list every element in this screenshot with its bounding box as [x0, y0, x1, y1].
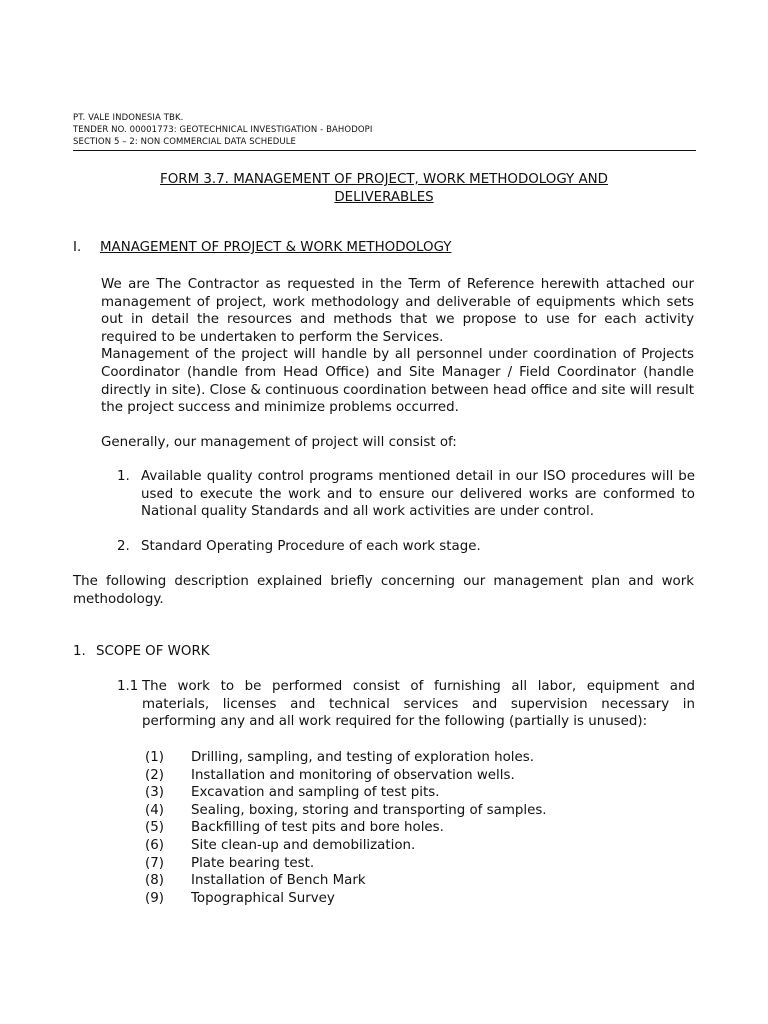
subitem-number: 1.1 [117, 679, 139, 694]
section-number: I. [73, 240, 82, 255]
form-title-line1: FORM 3.7. MANAGEMENT OF PROJECT, WORK METHODOLOGY AND [160, 172, 608, 187]
list-item-text: Site clean-up and demobilization. [191, 837, 416, 853]
intro-paragraph [101, 276, 694, 417]
list-item-number: (7) [145, 855, 164, 871]
list-item-number: (2) [145, 767, 164, 783]
list-item [145, 749, 665, 767]
list-item [145, 890, 665, 908]
header-tender: TENDER NO. 00001773: GEOTECHNICAL INVESTIGATION - BAHODOPI [73, 125, 373, 135]
paragraph-description: The following description explained briefly concerning our management plan and work methodology. [73, 574, 694, 607]
list-item-number: 2. [117, 538, 130, 554]
list-item-text: Excavation and sampling of test pits. [191, 785, 440, 801]
list-item-text: Standard Operating Procedure of each work stage. [141, 538, 481, 554]
list-item-number: (5) [145, 820, 164, 836]
list-item [145, 872, 665, 890]
paragraph-coordination: Management of the project will handle by all personnel under coordination of Projects Coordinator (handle from Head Office) and Site Manager / Field Coordinator (handle directly in site). Close & continuous coordination between head office and site will result the project success and minimize problems occurred. [101, 347, 694, 416]
management-list [117, 468, 695, 555]
scope-item-list [145, 749, 665, 907]
list-item-text: Plate bearing test. [191, 855, 315, 871]
paragraph-generally: Generally, our management of project will consist of: [101, 435, 457, 450]
list-item-number: (6) [145, 837, 164, 853]
section-heading [73, 239, 695, 257]
scope-heading [73, 643, 210, 661]
section-title: MANAGEMENT OF PROJECT & WORK METHODOLOGY [100, 240, 452, 255]
list-item-text: Sealing, boxing, storing and transporting of samples. [191, 802, 547, 818]
form-title [73, 171, 695, 207]
list-item [145, 802, 665, 820]
list-item [117, 538, 695, 556]
document-header [73, 112, 695, 148]
header-divider [73, 150, 696, 151]
list-item-text: Installation and monitoring of observation wells. [191, 767, 515, 783]
scope-number: 1. [73, 644, 86, 659]
list-item-text: Available quality control programs mentioned detail in our ISO procedures will be used to execute the work and to ensure our delivered works are conformed to National quality Standards and all work activities are under control. [141, 469, 695, 520]
paragraph-contractor: We are The Contractor as requested in the Term of Reference herewith attached our management of project, work methodology and deliverable of equipments which sets out in detail the resources and methods that we propose to use for each activity required to be undertaken to perform the Services. [101, 277, 694, 345]
list-item-text: Topographical Survey [191, 890, 335, 906]
list-item [145, 837, 665, 855]
list-item-text: Installation of Bench Mark [191, 873, 366, 889]
list-item [145, 819, 665, 837]
list-item [145, 767, 665, 785]
list-item-number: (8) [145, 873, 164, 889]
list-item [117, 468, 695, 521]
list-item-number: (1) [145, 750, 164, 765]
header-section: SECTION 5 – 2: NON COMMERCIAL DATA SCHEDULE [73, 137, 297, 147]
list-item [145, 784, 665, 802]
header-company: PT. VALE INDONESIA TBK. [73, 113, 184, 123]
scope-subitem [117, 678, 695, 731]
list-item [145, 855, 665, 873]
list-item-number: (9) [145, 890, 164, 906]
list-item-number: 1. [117, 469, 130, 484]
form-title-line2: DELIVERABLES [334, 190, 434, 205]
list-item-text: Backfilling of test pits and bore holes. [191, 820, 444, 836]
list-item-text: Drilling, sampling, and testing of exploration holes. [191, 750, 534, 765]
scope-title: SCOPE OF WORK [96, 644, 210, 659]
subitem-text: The work to be performed consist of furnishing all labor, equipment and materials, licenses and technical services and supervision necessary in performing any and all work required for the following (partially is unused): [142, 679, 695, 730]
list-item-number: (4) [145, 802, 164, 818]
list-item-number: (3) [145, 785, 164, 801]
